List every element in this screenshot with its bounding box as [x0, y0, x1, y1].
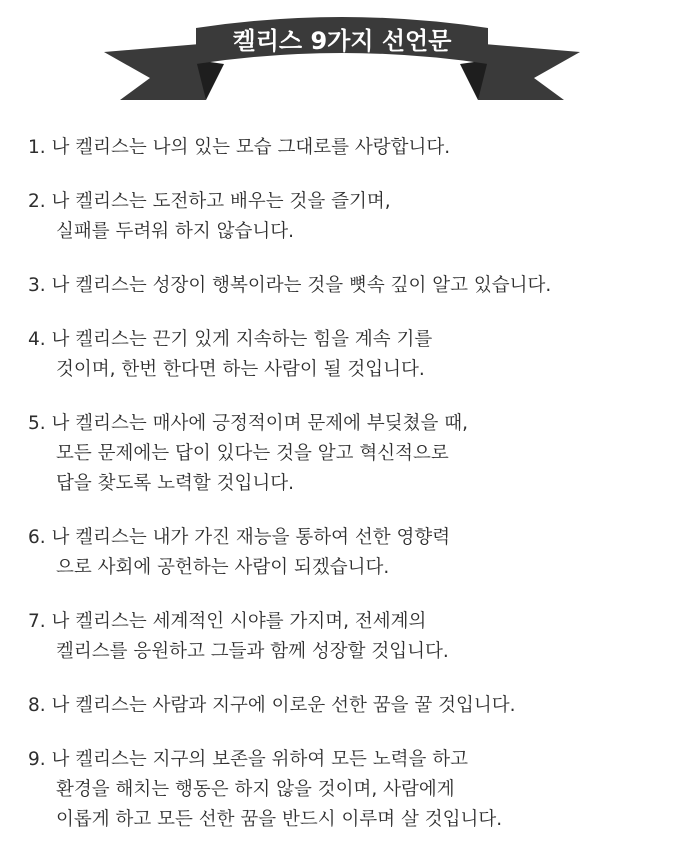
creed-item-4 — [28, 325, 678, 385]
ribbon-banner — [0, 0, 684, 110]
creed-line: 7. 나 켈리스는 세계적인 시야를 가지며, 전세계의 — [28, 611, 427, 632]
creed-item-6 — [28, 523, 678, 583]
creed-line: 1. 나 켈리스는 나의 있는 모습 그대로를 사랑합니다. — [28, 137, 451, 158]
creed-item-2 — [28, 187, 678, 247]
creed-line: 6. 나 켈리스는 내가 가진 재능을 통하여 선한 영향력 — [28, 527, 451, 548]
creed-line: 환경을 해치는 행동은 하지 않을 것이며, 사람에게 — [56, 779, 455, 800]
creed-list — [28, 133, 678, 859]
creed-item-9 — [28, 745, 678, 835]
creed-line: 으로 사회에 공헌하는 사람이 되겠습니다. — [56, 557, 390, 578]
creed-item-8 — [28, 691, 678, 721]
creed-item-7 — [28, 607, 678, 667]
banner-title: 켈리스 9가지 선언문 — [232, 27, 452, 55]
creed-line: 3. 나 켈리스는 성장이 행복이라는 것을 뼛속 깊이 알고 있습니다. — [28, 275, 552, 296]
creed-line: 답을 찾도록 노력할 것입니다. — [56, 473, 294, 494]
creed-line: 켈리스를 응원하고 그들과 함께 성장할 것입니다. — [56, 641, 449, 662]
creed-item-1 — [28, 133, 678, 163]
creed-line: 모든 문제에는 답이 있다는 것을 알고 혁신적으로 — [56, 443, 449, 464]
creed-line: 4. 나 켈리스는 끈기 있게 지속하는 힘을 계속 기를 — [28, 329, 433, 350]
creed-line: 이롭게 하고 모든 선한 꿈을 반드시 이루며 살 것입니다. — [56, 809, 503, 830]
creed-line: 2. 나 켈리스는 도전하고 배우는 것을 즐기며, — [28, 191, 391, 212]
creed-line: 8. 나 켈리스는 사람과 지구에 이로운 선한 꿈을 꿀 것입니다. — [28, 695, 516, 716]
creed-line: 5. 나 켈리스는 매사에 긍정적이며 문제에 부딪쳤을 때, — [28, 413, 468, 434]
creed-line: 실패를 두려워 하지 않습니다. — [56, 221, 294, 242]
creed-item-3 — [28, 271, 678, 301]
creed-line: 9. 나 켈리스는 지구의 보존을 위하여 모든 노력을 하고 — [28, 749, 468, 770]
creed-line: 것이며, 한번 한다면 하는 사람이 될 것입니다. — [56, 359, 425, 380]
creed-item-5 — [28, 409, 678, 499]
